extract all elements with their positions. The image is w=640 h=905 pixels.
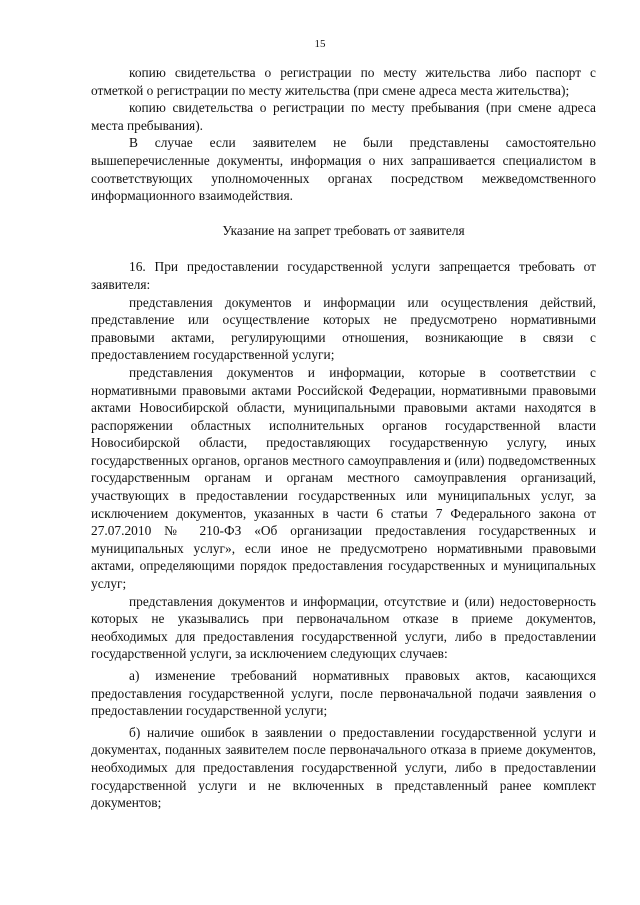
paragraph-interagency-request: В случае если заявителем не были представлены самостоятельно вышеперечисленные документы, информация о них запрашивается специалистом в соответствующих уполномоченных органах посредством межведомственного информационного взаимодействия. <box>91 135 596 204</box>
paragraph-registration-stay: копию свидетельства о регистрации по месту пребывания (при смене адреса места пребывания). <box>91 100 596 133</box>
page-number: 15 <box>314 38 326 50</box>
paragraph-registration-residence: копию свидетельства о регистрации по месту жительства либо паспорт с отметкой о регистрации по месту жительства (при смене адреса места жительства); <box>91 65 596 98</box>
paragraph-case-b: б) наличие ошибок в заявлении о предоставлении государственной услуги и документах, поданных заявителем после первоначального отказа в приеме документов, необходимых для предоставления государственной услуги, либо в предоставлении государственной услуги и не включенных в представленный ранее комплект документов; <box>91 724 596 811</box>
paragraph-prohibition-1: представления документов и информации или осуществления действий, представление или осуществление которых не предусмотрено нормативными правовыми актами, регулирующими отношения, возникающие в связи с предоставлением государственной услуги; <box>91 294 596 363</box>
document-body <box>91 64 596 812</box>
paragraph-prohibition-2: представления документов и информации, которые в соответствии с нормативными правовыми актами Российской Федерации, нормативными правовыми актами Новосибирской области, муниципальными правовыми актами находятся в распоряжении областных исполнительных органов государственной власти Новосибирской области, предоставляющих государственную услугу, иных государственных органов, органов местного самоуправления и (или) подведомственных государственным органам и органам местного самоуправления организаций, участвующих в предоставлении государственных или муниципальных услуг, за исключением документов, указанных в части 6 статьи 7 Федерального закона от 27.07.2010 № 210-ФЗ «Об организации предоставления государственных и муниципальных услуг», если иное не предусмотрено нормативными правовыми актами, определяющими порядок предоставления государственных и муниципальных услуг; <box>91 364 596 592</box>
paragraph-case-a: а) изменение требований нормативных правовых актов, касающихся предоставления государственной услуги, после первоначальной подачи заявления о предоставлении государственной услуги; <box>91 668 596 719</box>
paragraph-16-intro: 16. При предоставлении государственной услуги запрещается требовать от заявителя: <box>91 259 596 292</box>
section-heading: Указание на запрет требовать от заявителя <box>222 222 465 238</box>
paragraph-prohibition-3: представления документов и информации, отсутствие и (или) недостоверность которых не указывались при первоначальном отказе в приеме документов, необходимых для предоставления государственной услуги, либо в предоставлении государственной услуги, за исключением следующих случаев: <box>91 593 596 662</box>
